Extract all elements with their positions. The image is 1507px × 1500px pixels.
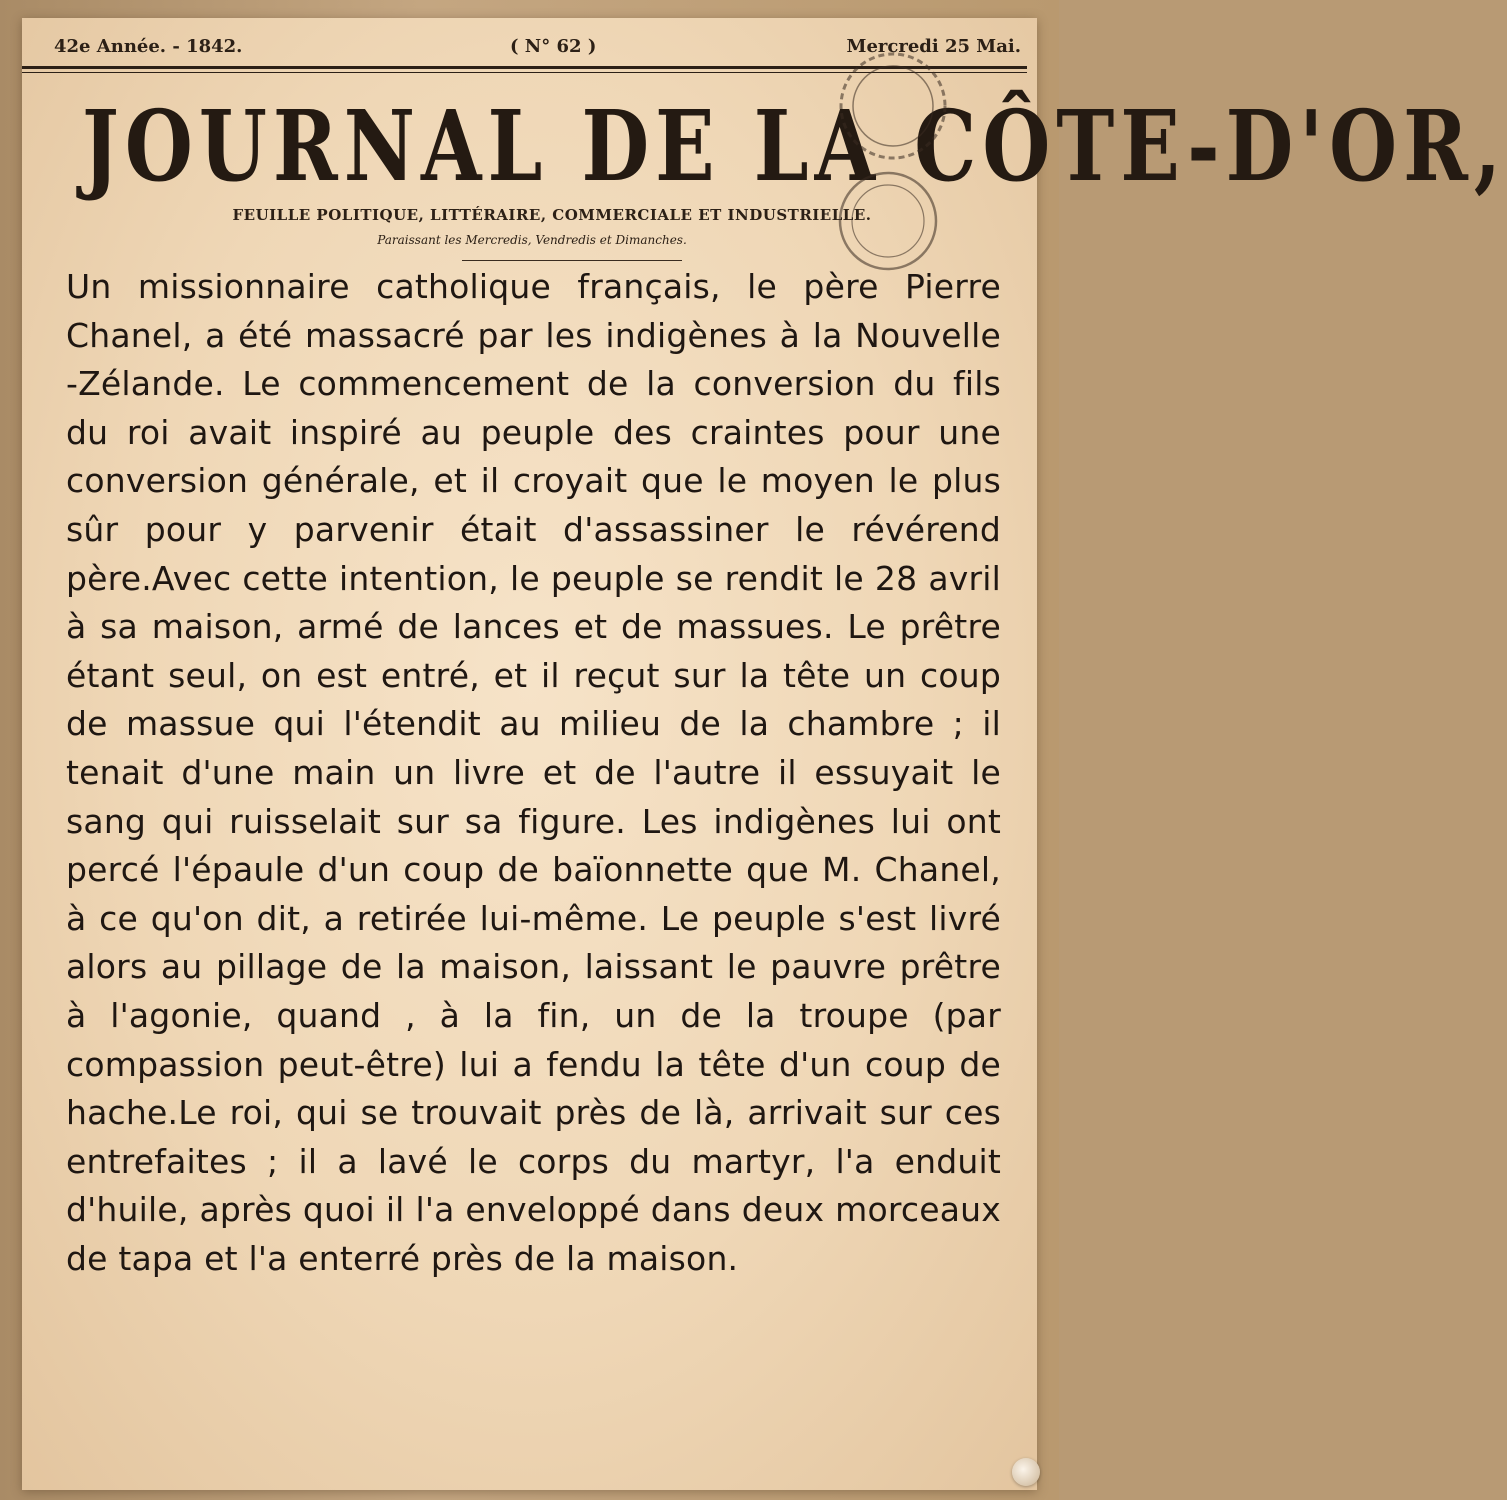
postal-stamp-icon [818,46,968,276]
year-edition: 42e Année. - 1842. [54,36,243,57]
masthead-title: JOURNAL DE LA CÔTE-D'OR, [82,90,1507,204]
publication-schedule: Paraissant les Mercredis, Vendredis et Dimanches. [377,233,687,247]
masthead-subtitle: FEUILLE POLITIQUE, LITTÉRAIRE, COMMERCIALE ET INDUSTRIELLE. [232,206,872,224]
pushpin-icon [1012,1458,1040,1486]
issue-date: Mercredi 25 Mai. [846,36,1021,57]
newspaper-page [22,18,1507,1490]
article-body: Un missionnaire catholique français, le père Pierre Chanel, a été massacré par les indigènes à la Nouvelle -Zélande. Le commencement de la conversion du fils du roi avait inspiré au peuple des craintes pour une conversion générale, et il croyait que le moyen le plus sûr pour y parvenir était d'assassiner le révérend père.Avec cette intention, le peuple se rendit le 28 avril à sa maison, armé de lances et de massues. Le prêtre étant seul, on est entré, et il reçut sur la tête un coup de massue qui l'étendit au milieu de la chambre ; il tenait d'une main un livre et de l'autre il essuyait le sang qui ruisselait sur sa figure. Les indigènes lui ont percé l'épaule d'un coup de baïonnette que M. Chanel, à ce qu'on dit, a retirée lui-même. Le peuple s'est livré alors au pillage de la maison, laissant le pauvre prêtre à l'agonie, quand , à la fin, un de la troupe (par compassion peut-être) lui a fendu la tête d'un coup de hache.Le roi, qui se trouvait près de là, arrivait sur ces entrefaites ; il a lavé le corps du martyr, l'a enduit d'huile, après quoi il l'a enveloppé dans deux morceaux de tapa et l'a enterré près de la maison. [66,267,1001,1278]
masthead-divider [462,260,682,261]
issue-number: ( N° 62 ) [510,36,597,57]
